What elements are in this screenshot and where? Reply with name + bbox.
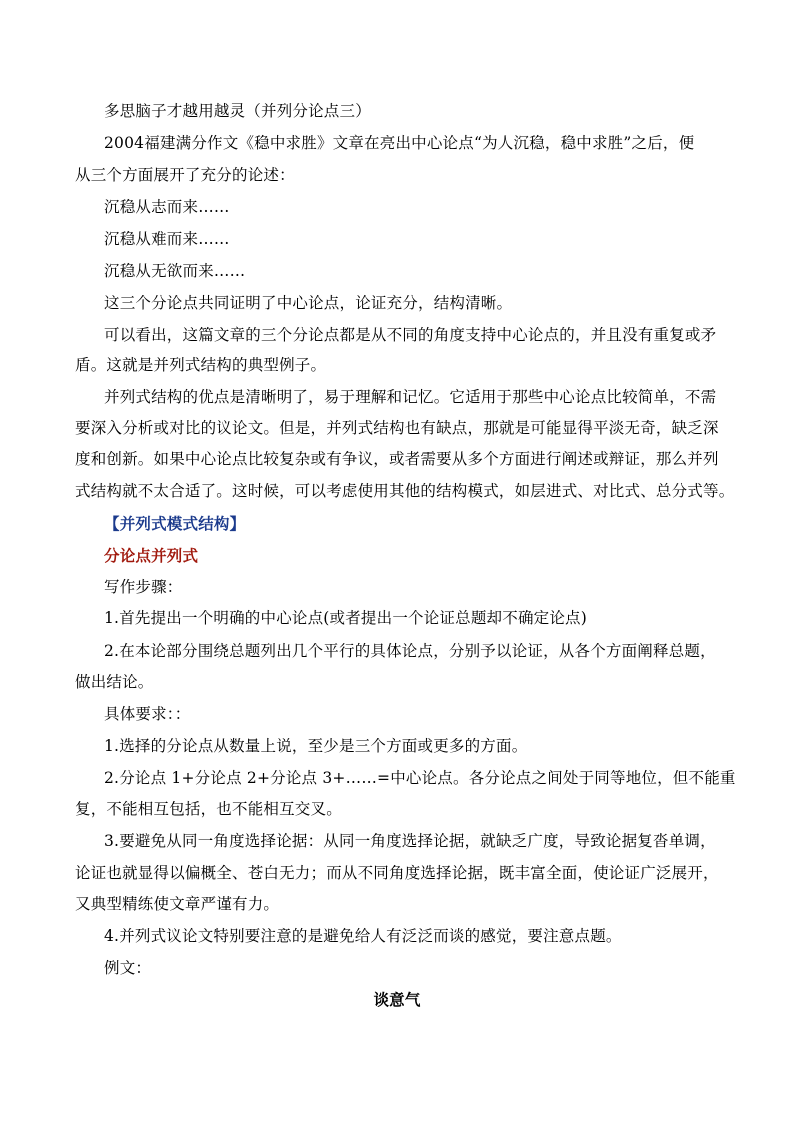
list-item-line: 又典型精练使文章严谨有力。	[75, 895, 280, 913]
paragraph-line: 从三个方面展开了充分的论述：	[75, 166, 295, 184]
list-item-line: 4.并列式议论文特别要注意的是避免给人有泛泛而谈的感觉，要注意点题。	[104, 927, 622, 945]
paragraph-line: 式结构就不太合适了。这时候，可以考虑使用其他的结构模式，如层进式、对比式、总分式等。	[75, 482, 735, 500]
paragraph-line: 写作步骤：	[104, 578, 183, 596]
list-item-line: 复，不能相互包括，也不能相互交叉。	[75, 800, 342, 818]
paragraph-line: 可以看出，这篇文章的三个分论点都是从不同的角度支持中心论点的，并且没有重复或矛	[104, 326, 717, 344]
paragraph-line: 例文：	[104, 959, 152, 977]
paragraph-line: 沉稳从志而来……	[104, 198, 230, 216]
paragraph-line: 要深入分析或对比的议论文。但是，并列式结构也有缺点，那就是可能显得平淡无奇，缺乏深	[75, 419, 719, 437]
list-item-line: 2.在本论部分围绕总题列出几个平行的具体论点，分别予以论证，从各个方面阐释总题，	[104, 642, 716, 660]
paragraph-line: 沉稳从难而来……	[104, 230, 230, 248]
section-heading: 【并列式模式结构】	[104, 514, 246, 533]
paragraph-line: 具体要求：：	[104, 705, 191, 723]
paragraph-line: 2004福建满分作文《稳中求胜》文章在亮出中心论点“为人沉稳，稳中求胜”之后，便	[104, 134, 695, 152]
essay-title: 谈意气	[373, 990, 421, 1009]
paragraph-line: 这三个分论点共同证明了中心论点，论证充分，结构清晰。	[104, 294, 513, 312]
paragraph-line: 盾。这就是并列式结构的典型例子。	[75, 356, 327, 374]
list-item-line: 3.要避免从同一角度选择论据：从同一角度选择论据，就缺乏广度，导致论据复沓单调，	[104, 832, 716, 850]
paragraph-line: 沉稳从无欲而来……	[104, 262, 246, 280]
list-item-line: 论证也就显得以偏概全、苍白无力；而从不同角度选择论据，既丰富全面，使论证广泛展开，	[75, 864, 719, 882]
paragraph-line: 多思脑子才越用越灵（并列分论点三）	[104, 102, 371, 120]
paragraph-line: 度和创新。如果中心论点比较复杂或有争议，或者需要从多个方面进行阐述或辩证，那么并列	[75, 450, 719, 468]
list-item-line: 1.首先提出一个明确的中心论点(或者提出一个论证总题却不确定论点)	[104, 609, 587, 627]
list-item-line: 2.分论点 1+分论点 2+分论点 3+……=中心论点。各分论点之间处于同等地位，但不能重	[104, 769, 736, 787]
list-item-line: 做出结论。	[75, 673, 154, 691]
paragraph-line: 并列式结构的优点是清晰明了，易于理解和记忆。它适用于那些中心论点比较简单，不需	[104, 388, 717, 406]
list-item-line: 1.选择的分论点从数量上说，至少是三个方面或更多的方面。	[104, 737, 528, 755]
subsection-heading: 分论点并列式	[104, 546, 199, 565]
